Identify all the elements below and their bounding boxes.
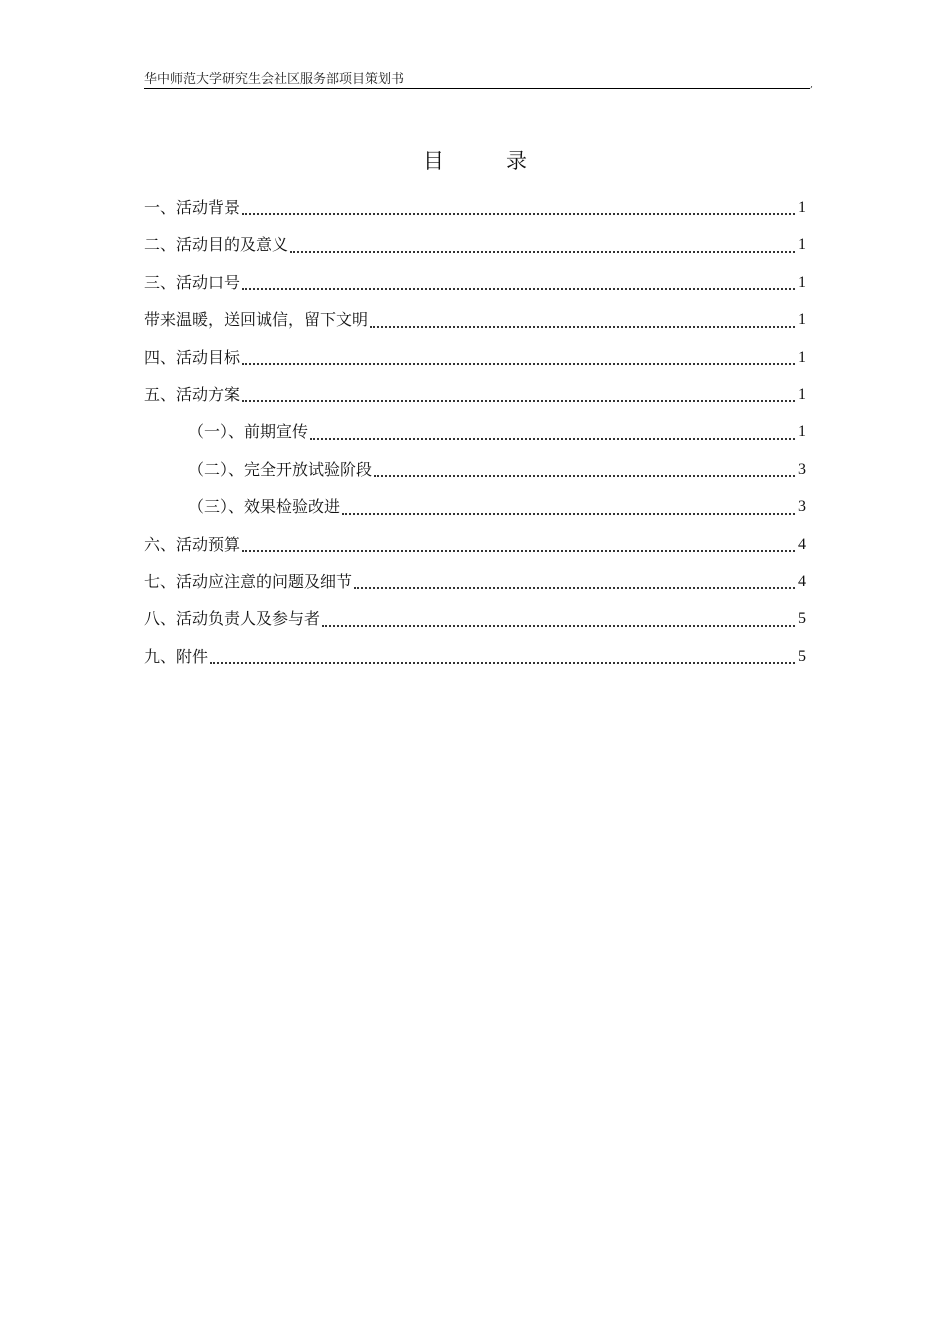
toc-entry[interactable] [144,563,806,600]
toc-leader-dots [370,326,795,328]
toc-leader-dots [242,400,795,402]
toc-entry-label: （三）、效果检验改进 [188,497,341,517]
toc-leader-dots [374,475,795,477]
toc-entry-label: 九、附件 [144,646,209,666]
toc-entry-page: 1 [798,311,806,329]
toc-leader-dots [242,363,795,365]
toc-entry-label: （二）、完全开放试验阶段 [188,459,373,479]
toc-entry[interactable] [144,301,806,338]
toc-entry-page: 5 [798,647,806,665]
toc-leader-dots [242,213,795,215]
toc-entry-label: 五、活动方案 [144,384,241,404]
toc-entry-page: 1 [798,385,806,403]
toc-subentry[interactable] [144,488,806,525]
toc-leader-dots [290,251,795,253]
toc-entry-label: （一）、前期宣传 [188,422,309,442]
toc-leader-dots [354,587,795,589]
toc-entry-label: 带来温暖，送回诚信，留下文明 [144,310,369,330]
toc-entry-label: 六、活动预算 [144,534,241,554]
toc-entry[interactable] [144,376,806,413]
toc-title [0,147,950,175]
toc-entry-label: 三、活动口号 [144,272,241,292]
toc-entry[interactable] [144,264,806,301]
toc-entry-page: 1 [798,348,806,366]
toc-entry[interactable] [144,226,806,263]
toc-leader-dots [322,625,795,627]
toc-entry-label: 七、活动应注意的问题及细节 [144,571,353,591]
toc-entry-page: 4 [798,535,806,553]
toc-entry-page: 1 [798,198,806,216]
toc-title-left: 目 [423,149,444,173]
toc-entry-page: 3 [798,498,806,516]
toc-title-right: 录 [506,149,527,173]
toc-subentry[interactable] [144,451,806,488]
header-title: 华中师范大学研究生会社区服务部项目策划书 [144,72,405,87]
toc-subentry[interactable] [144,413,806,450]
toc-entry-label: 二、活动目的及意义 [144,235,289,255]
toc-entry-label: 八、活动负责人及参与者 [144,609,321,629]
table-of-contents [144,189,806,675]
toc-entry-label: 四、活动目标 [144,347,241,367]
toc-entry-page: 1 [798,273,806,291]
header-mark: , [810,80,813,90]
toc-entry[interactable] [144,339,806,376]
toc-leader-dots [342,513,795,515]
toc-entry-page: 1 [798,423,806,441]
toc-leader-dots [242,288,795,290]
toc-entry[interactable] [144,189,806,226]
toc-entry[interactable] [144,600,806,637]
toc-entry[interactable] [144,526,806,563]
toc-entry-page: 5 [798,610,806,628]
toc-leader-dots [310,438,795,440]
page-header [144,70,813,92]
toc-entry-page: 1 [798,236,806,254]
toc-entry-label: 一、活动背景 [144,197,241,217]
header-rule [144,88,810,89]
toc-leader-dots [210,662,795,664]
toc-leader-dots [242,550,795,552]
toc-entry-page: 3 [798,460,806,478]
toc-entry[interactable] [144,638,806,675]
toc-entry-page: 4 [798,572,806,590]
